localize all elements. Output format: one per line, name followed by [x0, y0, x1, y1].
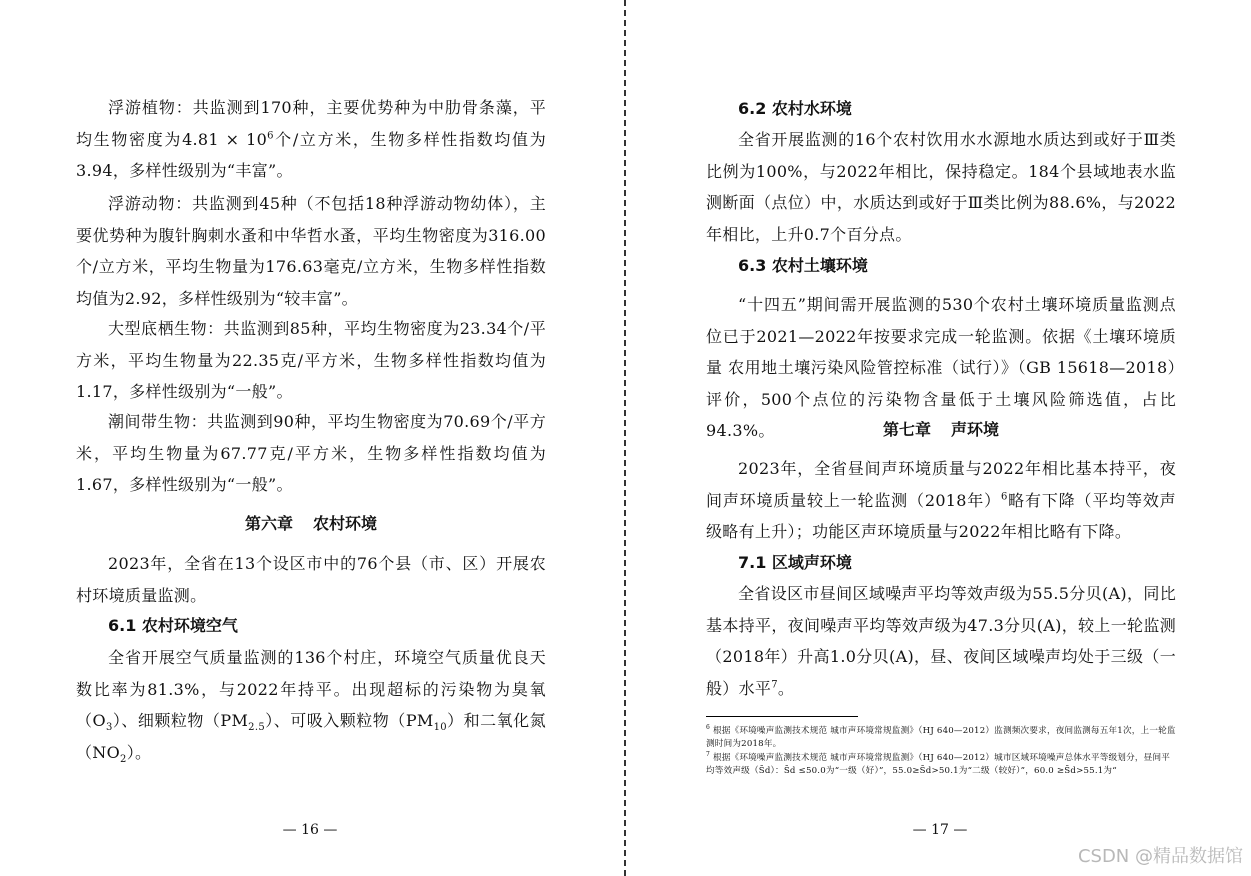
text-run: 2023年，全省昼间声环境质量与2022年相比基本持平，夜间声环境质量较上一轮监测（2018年）	[706, 459, 1176, 510]
zooplankton-paragraph: 浮游动物：共监测到45种（不包括18种浮游动物幼体），主要优势种为腹针胸刺水蚤和中华哲水蚤，平均生物密度为316.00个/立方米，平均生物量为176.63毫克/立方米，生物多样性指数均值为2.92，多样性级别为“较丰富”。	[76, 194, 546, 308]
section-7-1-paragraph	[706, 578, 1176, 704]
benthos-paragraph: 大型底栖生物：共监测到85种，平均生物密度为23.34个/平方米，平均生物量为22.35克/平方米，生物多样性指数均值为1.17，多样性级别为“一般”。	[76, 319, 546, 402]
phytoplankton-text: 浮游植物：共监测到170种，主要优势种为中肋骨条藻，平均生物密度为4.81 × 10	[76, 98, 546, 149]
section-6-2-heading: 6.2 农村水环境	[738, 99, 852, 118]
text-run: ）、可吸入颗粒物（PM	[264, 711, 434, 731]
chapter-title: 农村环境	[313, 514, 378, 533]
text-run: 。	[777, 678, 795, 698]
phytoplankton-text-rest: 个/立方米，生物多样性指数均值为3.94，多样性级别为“丰富”。	[76, 129, 546, 181]
section-6-1-heading: 6.1 农村环境空气	[108, 616, 238, 635]
footnote-text: 根据《环境噪声监测技术规范 城市声环境常规监测》（HJ 640—2012）城市区域环境噪声总体水平等级划分，昼间平均等效声级（S̄d）：S̄d ≤50.0为“一级（好）”，55.0≥S̄d>50.1为“二级（较好）”，60.0 ≥S̄d>55.1为“	[706, 753, 1171, 776]
chapter-7-paragraph	[706, 453, 1176, 548]
section-6-1-paragraph	[76, 642, 546, 768]
chapter-number: 第七章	[882, 420, 931, 439]
footnote-ref-7[interactable]: 7	[771, 679, 778, 691]
text-run: 全省开展空气质量监测的136个村庄，环境空气质量优良天数比率为81.3%，与2022年持平。出现超标的污染物为臭氧（O	[76, 648, 546, 731]
section-6-3-heading: 6.3 农村土壤环境	[738, 256, 868, 275]
intertidal-paragraph: 潮间带生物：共监测到90种，平均生物密度为70.69个/平方米，平均生物量为67.77克/平方米，生物多样性指数均值为1.67，多样性级别为“一般”。	[76, 412, 546, 495]
chapter-number: 第六章	[244, 514, 293, 533]
footnote-6	[706, 725, 1176, 751]
chapter-7-heading	[706, 418, 1176, 442]
subscript: 2	[120, 753, 127, 765]
text-run: ）。	[126, 742, 152, 762]
left-page	[0, 0, 624, 876]
subscript: 10	[433, 722, 447, 734]
footnote-separator	[706, 716, 858, 717]
chapter-6-intro: 2023年，全省在13个设区市中的76个县（市、区）开展农村环境质量监测。	[76, 554, 546, 605]
chapter-title: 声环境	[951, 420, 1000, 439]
footnote-mark: 7	[706, 751, 711, 759]
chapter-6-heading	[76, 512, 546, 536]
page-number-right: — 17 —	[912, 822, 968, 838]
text-run: ）和二氧化氮（NO	[76, 711, 546, 762]
section-6-3-paragraph: “十四五”期间需开展监测的530个农村土壤环境质量监测点位已于2021—2022年按要求完成一轮监测。依据《土壤环境质量 农用地土壤污染风险管控标准（试行）》（GB 15618—2018）评价，500个点位的污染物含量低于土壤风险筛选值，占比94.3%。	[706, 295, 1176, 441]
section-7-1-heading: 7.1 区域声环境	[738, 553, 852, 572]
page-number-left: — 16 —	[282, 822, 338, 838]
text-run: 全省设区市昼间区域噪声平均等效声级为55.5分贝(A)，同比基本持平，夜间噪声平均等效声级为47.3分贝(A)，较上一轮监测（2018年）升高1.0分贝(A)，昼、夜间区域噪声均处于三级（一般）水平	[706, 584, 1176, 698]
footnote-7	[706, 752, 1176, 778]
text-run: ）、细颗粒物（PM	[112, 711, 249, 731]
phytoplankton-paragraph	[76, 92, 546, 187]
subscript: 3	[105, 722, 113, 734]
exponent: 6	[267, 130, 274, 142]
footnote-text: 根据《环境噪声监测技术规范 城市声环境常规监测》（HJ 640—2012）监测频次要求，夜间监测每五年1次，上一轮监测时间为2018年。	[706, 726, 1176, 749]
text-run: 略有下降（平均等效声级略有上升）；功能区声环境质量与2022年相比略有下降。	[706, 490, 1176, 542]
footnote-mark: 6	[706, 724, 711, 732]
subscript: 2.5	[248, 722, 265, 734]
footnote-ref-6[interactable]: 6	[1000, 491, 1008, 503]
watermark: CSDN @精品数据馆	[1077, 846, 1243, 867]
section-6-2-paragraph: 全省开展监测的16个农村饮用水水源地水质达到或好于Ⅲ类比例为100%，与2022年相比，保持稳定。184个县域地表水监测断面（点位）中，水质达到或好于Ⅲ类比例为88.6%，与2022年相比，上升0.7个百分点。	[706, 130, 1176, 244]
